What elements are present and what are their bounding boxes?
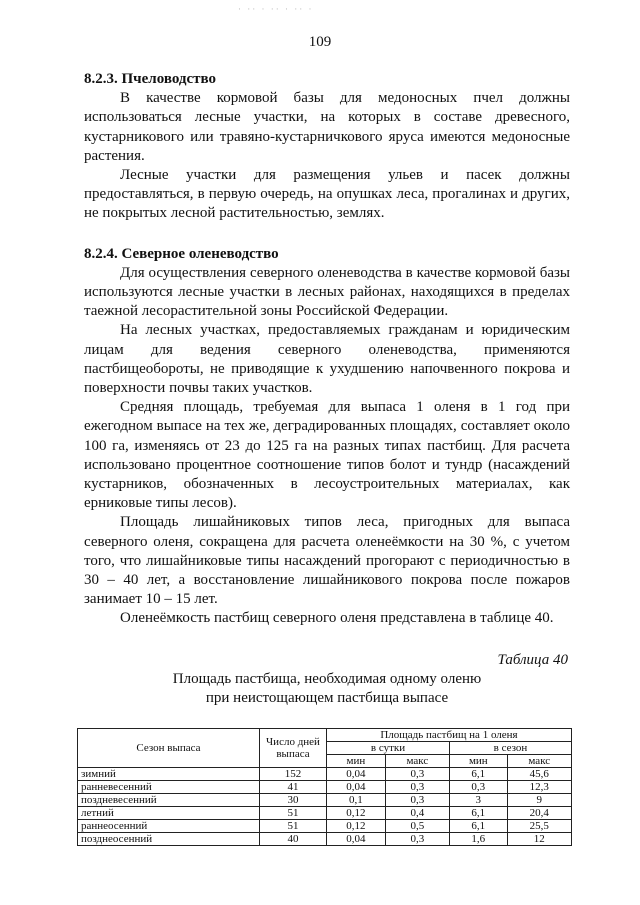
paragraph: Площадь лишайниковых типов леса, пригодных для выпаса северного оленя, сокращена для расчета оленеёмкости на 30 %, с учетом того, что лишайниковые типы насаждений прогорают с периодичностью в 30 – 40 лет, а восстановление лишайникового покрова после пожаров занимает 10 – 15 лет. [84, 514, 570, 608]
table-cell-value: 0,1 [327, 793, 386, 806]
table-cell-value: 30 [260, 793, 327, 806]
table-cell-value: 51 [260, 819, 327, 832]
paragraph: Для осуществления северного оленеводства в качестве кормовой базы используются лесные участки в лесных районах, находящихся в пределах таежной лесорастительной зоны Российской Федерации. [84, 264, 570, 320]
table-cell-season: зимний [78, 767, 260, 780]
table-caption: Таблица 40 [497, 651, 568, 668]
table-cell-value: 40 [260, 832, 327, 845]
header-min: мин [327, 754, 386, 767]
paragraph: На лесных участках, предоставляемых гражданам и юридическим лицам для ведения северного оленеводства, применяются пастбищеобороты, не приводящие к ухудшению напочвенного покрова и поверхности почвы таких участков. [84, 322, 570, 397]
table-cell-value: 0,04 [327, 832, 386, 845]
header-area: Площадь пастбищ на 1 оленя [327, 728, 572, 741]
table-body [78, 767, 572, 845]
header-days: Число дней выпаса [260, 728, 327, 767]
section-heading-reindeer: 8.2.4. Северное оленеводство [84, 245, 279, 262]
table-cell-value: 45,6 [507, 767, 571, 780]
table-cell-value: 0,04 [327, 767, 386, 780]
header-per-season: в сезон [450, 741, 572, 754]
table-cell-value: 152 [260, 767, 327, 780]
table-cell-value: 9 [507, 793, 571, 806]
table-row [78, 780, 572, 793]
table-cell-value: 1,6 [450, 832, 508, 845]
table-cell-value: 6,1 [450, 819, 508, 832]
table-cell-value: 20,4 [507, 806, 571, 819]
table-cell-value: 0,5 [385, 819, 449, 832]
table-cell-value: 41 [260, 780, 327, 793]
table-cell-value: 0,04 [327, 780, 386, 793]
paragraph: Оленеёмкость пастбищ северного оленя представлена в таблице 40. [120, 610, 554, 627]
table-cell-value: 0,12 [327, 806, 386, 819]
table-cell-value: 0,12 [327, 819, 386, 832]
table-cell-value: 6,1 [450, 806, 508, 819]
table-cell-value: 0,3 [385, 832, 449, 845]
paragraph: В качестве кормовой базы для медоносных пчел должны использоваться лесные участки, на которых в составе древесного, кустарникового или травяно-кустарничкового яруса имеются медоносные растения. [84, 90, 570, 164]
table-cell-value: 0,3 [385, 767, 449, 780]
table-row [78, 793, 572, 806]
table-title-line1: Площадь пастбища, необходимая одному оленю [172, 670, 482, 687]
table-cell-season: поздневесенний [78, 793, 260, 806]
table-cell-value: 12 [507, 832, 571, 845]
paragraph: Лесные участки для размещения ульев и пасек должны предоставляться, в первую очередь, на опушках леса, прогалинах и других, не покрытых лесной растительностью, землях. [84, 167, 570, 222]
table-cell-value: 25,5 [507, 819, 571, 832]
table-cell-value: 51 [260, 806, 327, 819]
header-season: Сезон выпаса [78, 728, 260, 767]
table-title-line2: при неистощающем пастбища выпасе [205, 689, 449, 706]
table-cell-season: раннеосенний [78, 819, 260, 832]
table-cell-value: 0,3 [385, 793, 449, 806]
pasture-area-table [77, 728, 572, 846]
table-row [78, 819, 572, 832]
header-per-day: в сутки [327, 741, 450, 754]
table-cell-value: 3 [450, 793, 508, 806]
table-row [78, 767, 572, 780]
header-max: макс [507, 754, 571, 767]
table-row [78, 806, 572, 819]
paragraph: Средняя площадь, требуемая для выпаса 1 оленя в 1 год при ежегодном выпасе на тех же, деградированных площадях, составляет около 100 га, изменяясь от 23 до 125 га на разных типах пастбищ. Для расчета использовано процентное соотношение типов болот и тундр (насаждений кустарников, обозначенных в лесоустроительных материалах, как ерниковые типы лесов). [84, 399, 570, 512]
header-max: макс [385, 754, 449, 767]
table-cell-value: 0,4 [385, 806, 449, 819]
table-cell-value: 0,3 [450, 780, 508, 793]
table-cell-value: 6,1 [450, 767, 508, 780]
table-cell-value: 12,3 [507, 780, 571, 793]
header-min: мин [450, 754, 508, 767]
document-body [81, 70, 570, 846]
section-heading-beekeeping: 8.2.3. Пчеловодство [84, 71, 217, 87]
table-cell-season: позднеосенний [78, 832, 260, 845]
table-row [78, 832, 572, 845]
scan-artifact: · ·· · ·· · ·· · [238, 4, 314, 14]
page-number: 109 [308, 34, 332, 50]
table-cell-season: летний [78, 806, 260, 819]
table-cell-value: 0,3 [385, 780, 449, 793]
table-cell-season: ранневесенний [78, 780, 260, 793]
